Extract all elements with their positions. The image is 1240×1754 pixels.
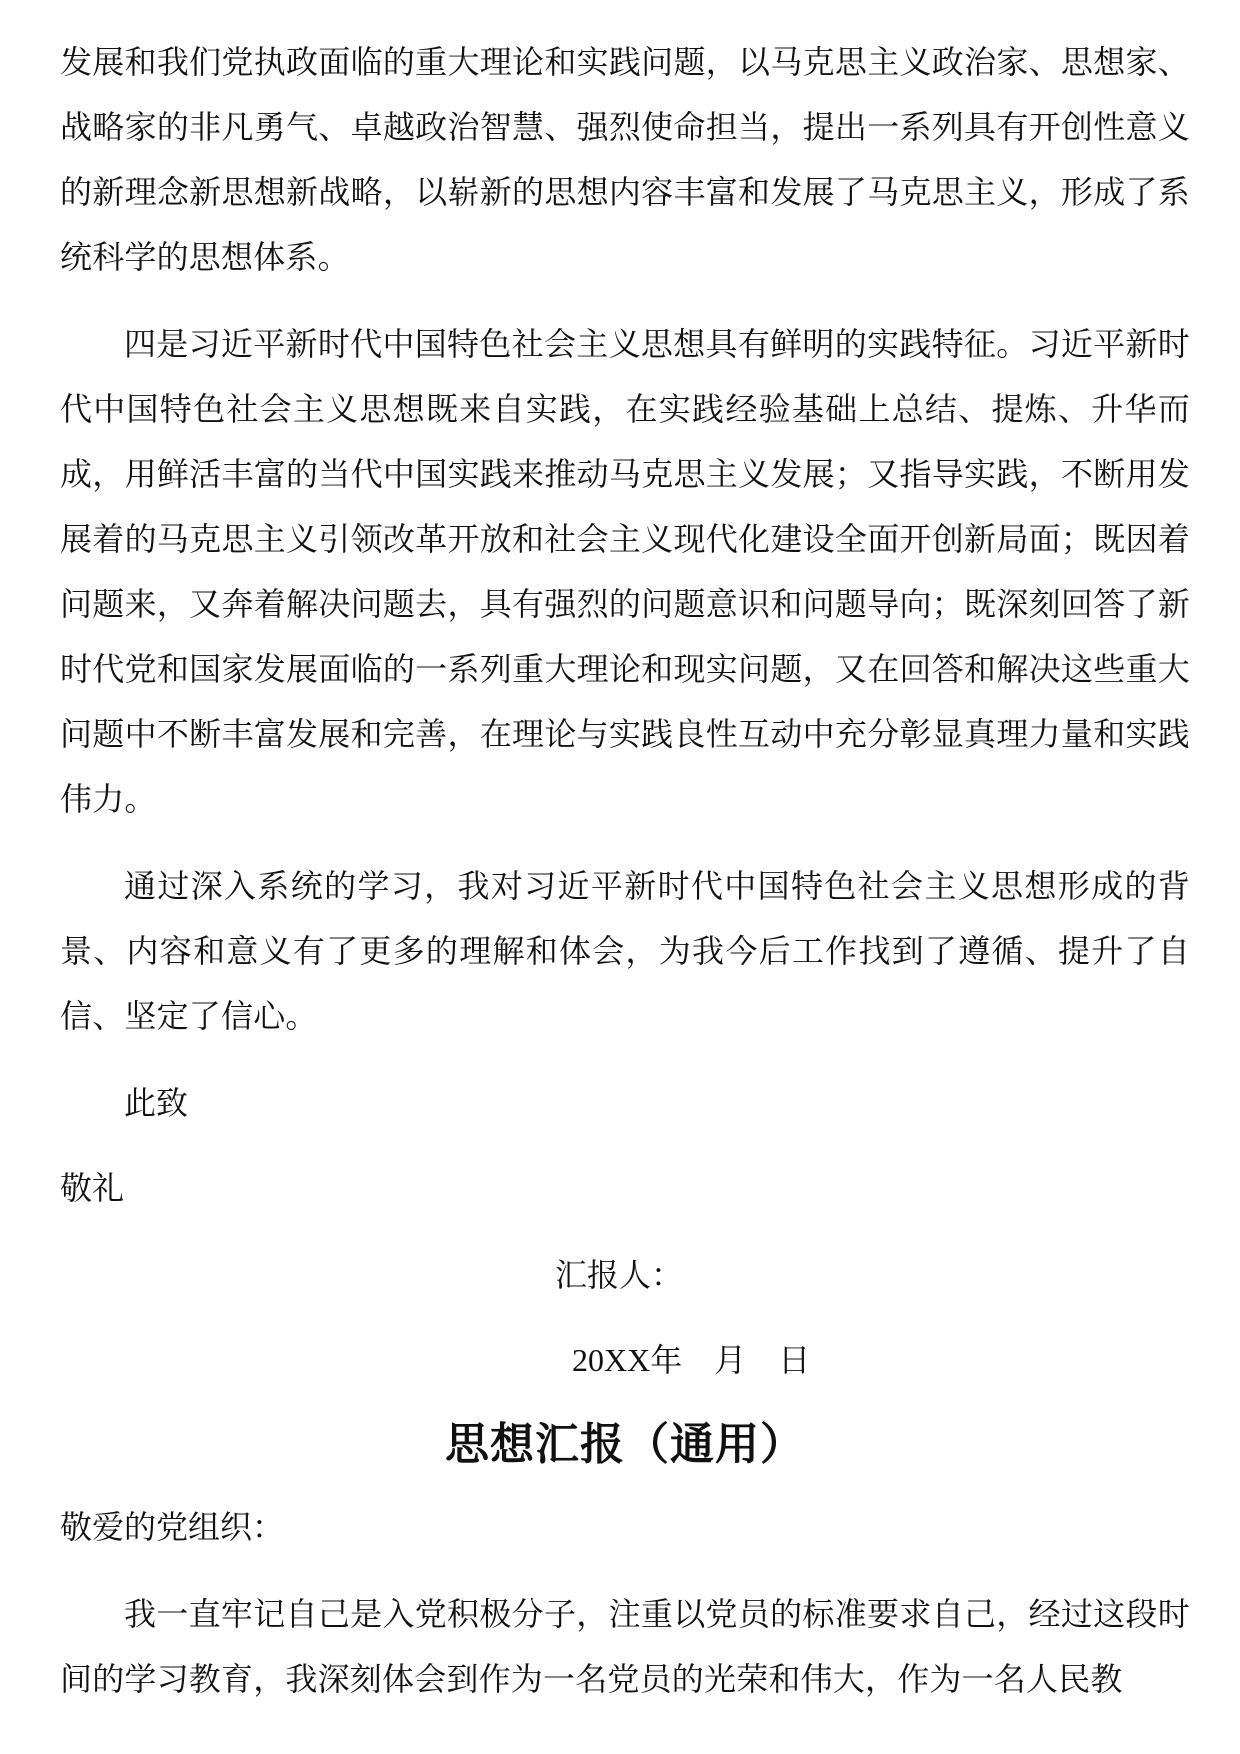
- date-year: 20XX: [572, 1342, 651, 1378]
- document-page: [60, 30, 1190, 1712]
- greeting: 敬爱的党组织：: [60, 1508, 285, 1546]
- date-month-unit: 月: [714, 1341, 747, 1379]
- date-line: [60, 1328, 1190, 1393]
- salutation: 此致: [124, 1084, 189, 1122]
- reporter-label: 汇报人：: [555, 1256, 684, 1294]
- paragraph-continuation: 发展和我们党执政面临的重大理论和实践问题，以马克思主义政治家、思想家、战略家的非凡勇气、卓越政治智慧、强烈使命担当，提出一系列具有开创性意义的新理念新思想新战略，以崭新的思想内容丰富和发展了马克思主义，形成了系统科学的思想体系。: [60, 43, 1190, 276]
- paragraph-conclusion: 通过深入系统的学习，我对习近平新时代中国特色社会主义思想形成的背景、内容和意义有了更多的理解和体会，为我今后工作找到了遵循、提升了自信、坚定了信心。: [60, 867, 1190, 1035]
- closing-regards: 敬礼: [60, 1169, 125, 1207]
- date-day-unit: 日: [778, 1341, 811, 1379]
- paragraph-second-report: 我一直牢记自己是入党积极分子，注重以党员的标准要求自己，经过这段时间的学习教育，我深刻体会到作为一名党员的光荣和伟大，作为一名人民教: [60, 1595, 1190, 1698]
- section-title: 思想汇报（通用）: [445, 1419, 805, 1470]
- paragraph-practice-feature: 四是习近平新时代中国特色社会主义思想具有鲜明的实践特征。习近平新时代中国特色社会主义思想既来自实践，在实践经验基础上总结、提炼、升华而成，用鲜活丰富的当代中国实践来推动马克思主义发展；又指导实践，不断用发展着的马克思主义引领改革开放和社会主义现代化建设全面开创新局面；既因着问题来，又奔着解决问题去，具有强烈的问题意识和问题导向；既深刻回答了新时代党和国家发展面临的一系列重大理论和现实问题，又在回答和解决这些重大问题中不断丰富发展和完善，在理论与实践良性互动中充分彰显真理力量和实践伟力。: [60, 325, 1190, 818]
- date-year-unit: 年: [650, 1341, 683, 1379]
